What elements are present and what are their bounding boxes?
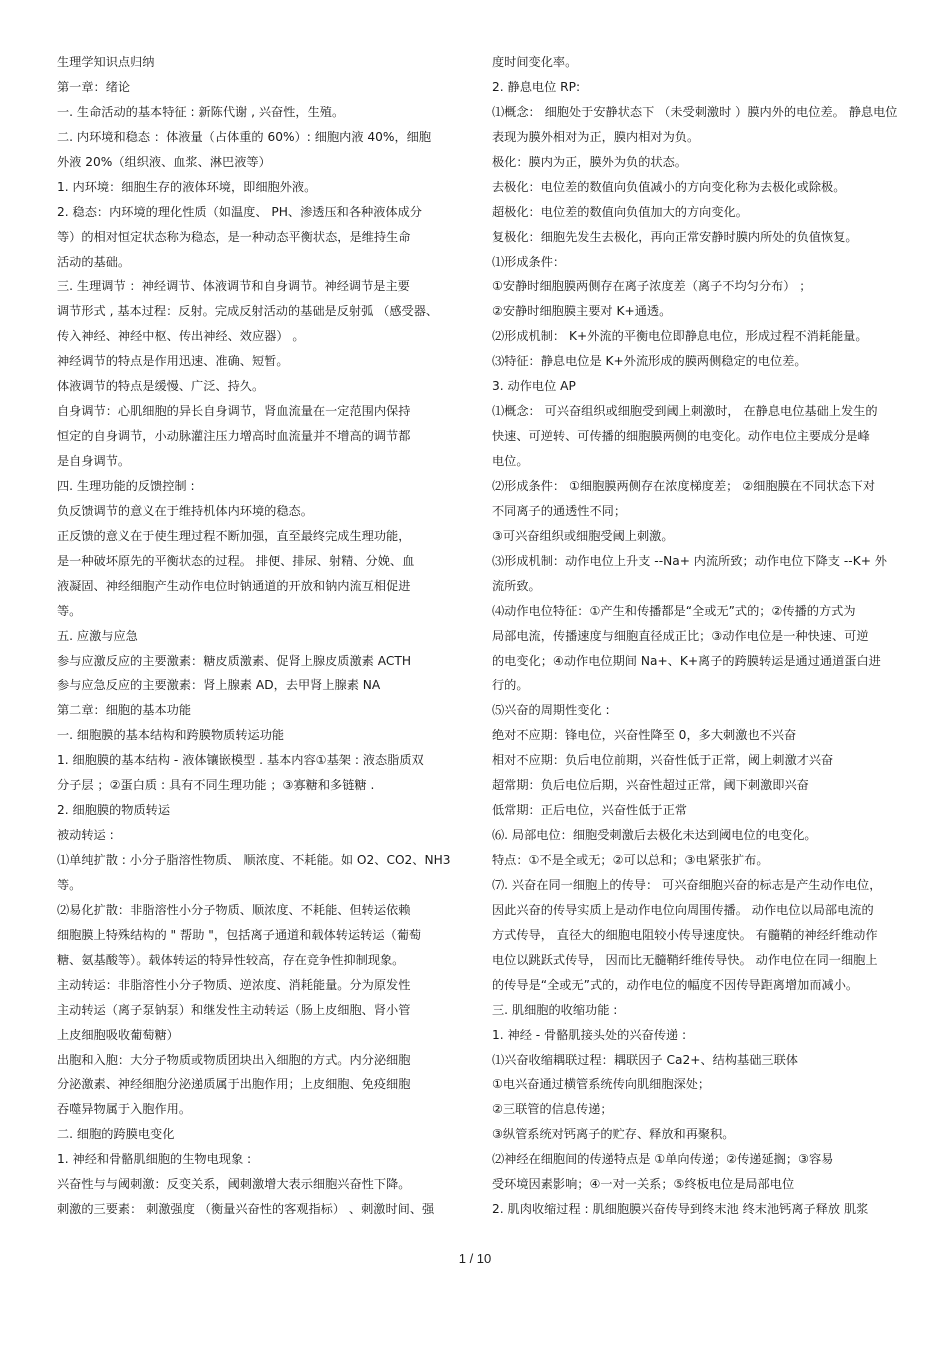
text-line: ⑸兴奋的周期性变化 : (492, 703, 610, 718)
text-line: 极化：膜内为正，膜外为负的状态。 (492, 154, 687, 169)
text-line: ⑺. 兴奋在同一细胞上的传导： 可兴奋细胞兴奋的标志是产生动作电位， (492, 877, 882, 892)
text-line: ⑴概念： 细胞处于安静状态下 （未受刺激时 ）膜内外的电位差。 静息电位 (492, 104, 898, 119)
text-line: 等。 (57, 603, 82, 618)
text-line: 三. 生理调节 ：神经调节、体液调节和自身调节。神经调节是主要 (57, 279, 410, 294)
text-line: ①电兴奋通过横管系统传向肌细胞深处； (492, 1077, 711, 1092)
text-line: 刺激的三要素： 刺激强度 （衡量兴奋性的客观指标） 、刺激时间、强 (57, 1202, 435, 1217)
text-line: ③可兴奋组织或细胞受阈上刺激。 (492, 528, 674, 543)
text-line: 参与应急反应的主要激素：肾上腺素 AD，去甲肾上腺素 NA (57, 678, 381, 693)
text-line: 五. 应激与应急 (57, 628, 138, 643)
text-line: ⑴单纯扩散 : 小分子脂溶性物质、 顺浓度、不耗能。如 O2、CO2、NH3 (57, 853, 451, 867)
text-line: 分泌激素、神经细胞分泌递质属于出胞作用；上皮细胞、免疫细胞 (57, 1077, 411, 1092)
text-line: ②三联管的信息传递； (492, 1102, 613, 1117)
text-line: ⑷动作电位特征：①产生和传播都是“全或无”式的；②传播的方式为 (492, 603, 856, 618)
text-line: 活动的基础。 (57, 254, 131, 269)
text-line: 不同离子的通透性不同； (492, 503, 627, 518)
text-line: 表现为膜外相对为正，膜内相对为负。 (492, 129, 700, 144)
text-line: 2. 稳态：内环境的理化性质（如温度、 PH、渗透压和各种液体成分 (57, 204, 422, 219)
text-line: ⑴概念： 可兴奋组织或细胞受到阈上刺激时， 在静息电位基础上发生的 (492, 404, 878, 419)
text-line: 的电变化；④动作电位期间 Na+、K+离子的跨膜转运是通过通道蛋白进 (492, 653, 881, 668)
text-line: 神经调节的特点是作用迅速、准确、短暂。 (57, 354, 289, 369)
text-line: 2. 静息电位 RP: (492, 79, 581, 94)
text-line: 参与应激反应的主要激素：糖皮质激素、促肾上腺皮质激素 ACTH (57, 653, 411, 668)
text-line: 3. 动作电位 AP (492, 379, 576, 394)
text-line: 被动转运 : (57, 828, 114, 843)
text-line: 糖、氨基酸等）。载体转运的特异性较高，存在竞争性抑制现象。 (57, 952, 405, 967)
text-line: ⑵形成条件： ①细胞膜两侧存在浓度梯度差； ②细胞膜在不同状态下对 (492, 478, 876, 493)
text-line: 1. 神经和骨骼肌细胞的生物电现象 : (57, 1152, 252, 1167)
text-line: 是自身调节。 (57, 454, 131, 468)
text-line: 生理学知识点归纳 (57, 55, 155, 69)
text-line: 行的。 (492, 678, 529, 693)
text-line: 主动转运（离子泵钠泵）和继发性主动转运（肠上皮细胞、肾小管 (57, 1002, 411, 1017)
text-line: ⑶形成机制：动作电位上升支 --Na+ 内流所致；动作电位下降支 --K+ 外 (492, 553, 887, 568)
text-line: ⑶特征：静息电位是 K+外流形成的膜两侧稳定的电位差。 (492, 354, 807, 369)
text-line: 因此兴奋的传导实质上是动作电位向周围传播。 动作电位以局部电流的 (492, 902, 874, 917)
text-line: 等。 (57, 877, 82, 892)
text-line: ⑵形成机制： K+外流的平衡电位即静息电位，形成过程不消耗能量。 (492, 329, 868, 344)
left-column (57, 50, 477, 1222)
text-line: 电位以跳跃式传导， 因而比无髓鞘纤维传导快。 动作电位在同一细胞上 (492, 952, 878, 967)
text-line: 分子层 ；②蛋白质 : 具有不同生理功能 ；③寡糖和多链糖 . (57, 778, 375, 793)
text-line: 主动转运：非脂溶性小分子物质、逆浓度、消耗能量。分为原发性 (57, 977, 411, 992)
text-line: 等）的相对恒定状态称为稳态，是一种动态平衡状态，是维持生命 (57, 229, 411, 244)
text-line: 二. 细胞的跨膜电变化 (57, 1127, 175, 1142)
text-line: 2. 细胞膜的物质转运 (57, 803, 171, 818)
text-line: ⑵易化扩散：非脂溶性小分子物质、顺浓度、不耗能、但转运依赖 (57, 902, 411, 917)
text-line: 外液 20%（组织液、血浆、淋巴液等） (57, 154, 271, 169)
text-line: 方式传导， 直径大的细胞电阻较小传导速度快。 有髓鞘的神经纤维动作 (492, 927, 878, 942)
text-line: 自身调节：心肌细胞的异长自身调节，肾血流量在一定范围内保持 (57, 404, 411, 419)
text-line: ①安静时细胞膜两侧存在离子浓度差（离子不均匀分布） ； (492, 279, 812, 294)
text-line: 恒定的自身调节，小动脉灌注压力增高时血流量并不增高的调节都 (57, 429, 411, 444)
text-line: 出胞和入胞：大分子物质或物质团块出入细胞的方式。内分泌细胞 (57, 1052, 411, 1067)
text-line: 二. 内环境和稳态 ：体液量（占体重的 60%）: 细胞内液 40%，细胞 (57, 129, 432, 144)
text-line: 复极化：细胞先发生去极化，再向正常安静时膜内所处的负值恢复。 (492, 229, 858, 244)
text-line: 液凝固、神经细胞产生动作电位时钠通道的开放和钠内流互相促进 (57, 578, 411, 593)
text-line: 相对不应期：负后电位前期，兴奋性低于正常，阈上刺激才兴奋 (492, 753, 834, 768)
text-line: 传入神经、神经中枢、传出神经、效应器） 。 (57, 329, 305, 344)
text-line: 兴奋性与与阈刺激：反变关系，阈刺激增大表示细胞兴奋性下降。 (57, 1177, 411, 1192)
text-line: 一. 生命活动的基本特征 : 新陈代谢 , 兴奋性，生殖。 (57, 104, 345, 119)
text-line: 低常期：正后电位，兴奋性低于正常 (492, 803, 687, 818)
text-line: 局部电流，传播速度与细胞直径成正比；③动作电位是一种快速、可逆 (492, 628, 869, 643)
page-number: 1 / 10 (458, 1251, 492, 1266)
text-line: ⑴兴奋收缩耦联过程：耦联因子 Ca2+、结构基础三联体 (492, 1052, 798, 1067)
text-line: 1. 细胞膜的基本结构 - 液体镶嵌模型 . 基本内容①基架 : 液态脂质双 (57, 753, 424, 768)
text-line: 电位。 (492, 454, 529, 468)
text-line: 快速、可逆转、可传播的细胞膜两侧的电变化。动作电位主要成分是峰 (492, 429, 870, 444)
text-line: 流所致。 (492, 578, 541, 593)
text-line: ⑵神经在细胞间的传递特点是 ①单向传递；②传递延搁；③容易 (492, 1152, 834, 1167)
text-line: 细胞膜上特殊结构的 " 帮助 "，包括离子通道和载体转运转运（葡萄 (57, 927, 422, 942)
text-line: 四. 生理功能的反馈控制 : (57, 478, 195, 493)
text-line: 去极化：电位差的数值向负值减小的方向变化称为去极化或除极。 (492, 179, 846, 194)
text-line: 1. 神经 - 骨骼肌接头处的兴奋传递 : (492, 1027, 687, 1042)
text-line: 第一章：绪论 (57, 79, 131, 94)
text-line: 2. 肌肉收缩过程 : 肌细胞膜兴奋传导到终末池 终末池钙离子释放 肌浆 (492, 1202, 869, 1217)
text-line: 是一种破坏原先的平衡状态的过程。 排便、排尿、射精、分娩、血 (57, 553, 415, 568)
text-line: 吞噬异物属于入胞作用。 (57, 1102, 192, 1117)
text-line: 的传导是“全或无”式的，动作电位的幅度不因传导距离增加而减小。 (492, 977, 859, 992)
text-line: 调节形式 , 基本过程：反射。完成反射活动的基础是反射弧 （感受器、 (57, 304, 439, 319)
text-line: 体液调节的特点是缓慢、广泛、持久。 (57, 379, 265, 394)
text-line: 上皮细胞吸收葡萄糖） (57, 1027, 179, 1042)
text-line: 超常期：负后电位后期，兴奋性超过正常，阈下刺激即兴奋 (492, 778, 809, 793)
text-line: 1. 内环境：细胞生存的液体环境，即细胞外液。 (57, 179, 317, 194)
text-line: 负反馈调节的意义在于维持机体内环境的稳态。 (57, 503, 313, 518)
text-line: 超极化：电位差的数值向负值加大的方向变化。 (492, 204, 748, 219)
text-line: ③纵管系统对钙离子的贮存、释放和再聚积。 (492, 1127, 735, 1142)
text-line: 特点：①不是全或无；②可以总和；③电紧张扩布。 (492, 853, 769, 867)
text-line: 三. 肌细胞的收缩功能 : (492, 1002, 618, 1017)
text-line: 一. 细胞膜的基本结构和跨膜物质转运功能 (57, 728, 285, 743)
text-line: 绝对不应期：锋电位，兴奋性降至 0，多大刺激也不兴奋 (492, 728, 797, 743)
text-line: 受环境因素影响；④一对一关系；⑤终板电位是局部电位 (492, 1177, 795, 1192)
text-line: ⑴形成条件： (492, 254, 566, 269)
text-line: 度时间变化率。 (492, 55, 578, 69)
text-line: ⑹. 局部电位：细胞受刺激后去极化未达到阈电位的电变化。 (492, 828, 817, 843)
right-column (492, 50, 932, 1222)
text-line: ②安静时细胞膜主要对 K+通透。 (492, 304, 672, 319)
text-line: 第二章：细胞的基本功能 (57, 703, 192, 718)
text-line: 正反馈的意义在于使生理过程不断加强，直至最终完成生理功能， (57, 528, 411, 543)
